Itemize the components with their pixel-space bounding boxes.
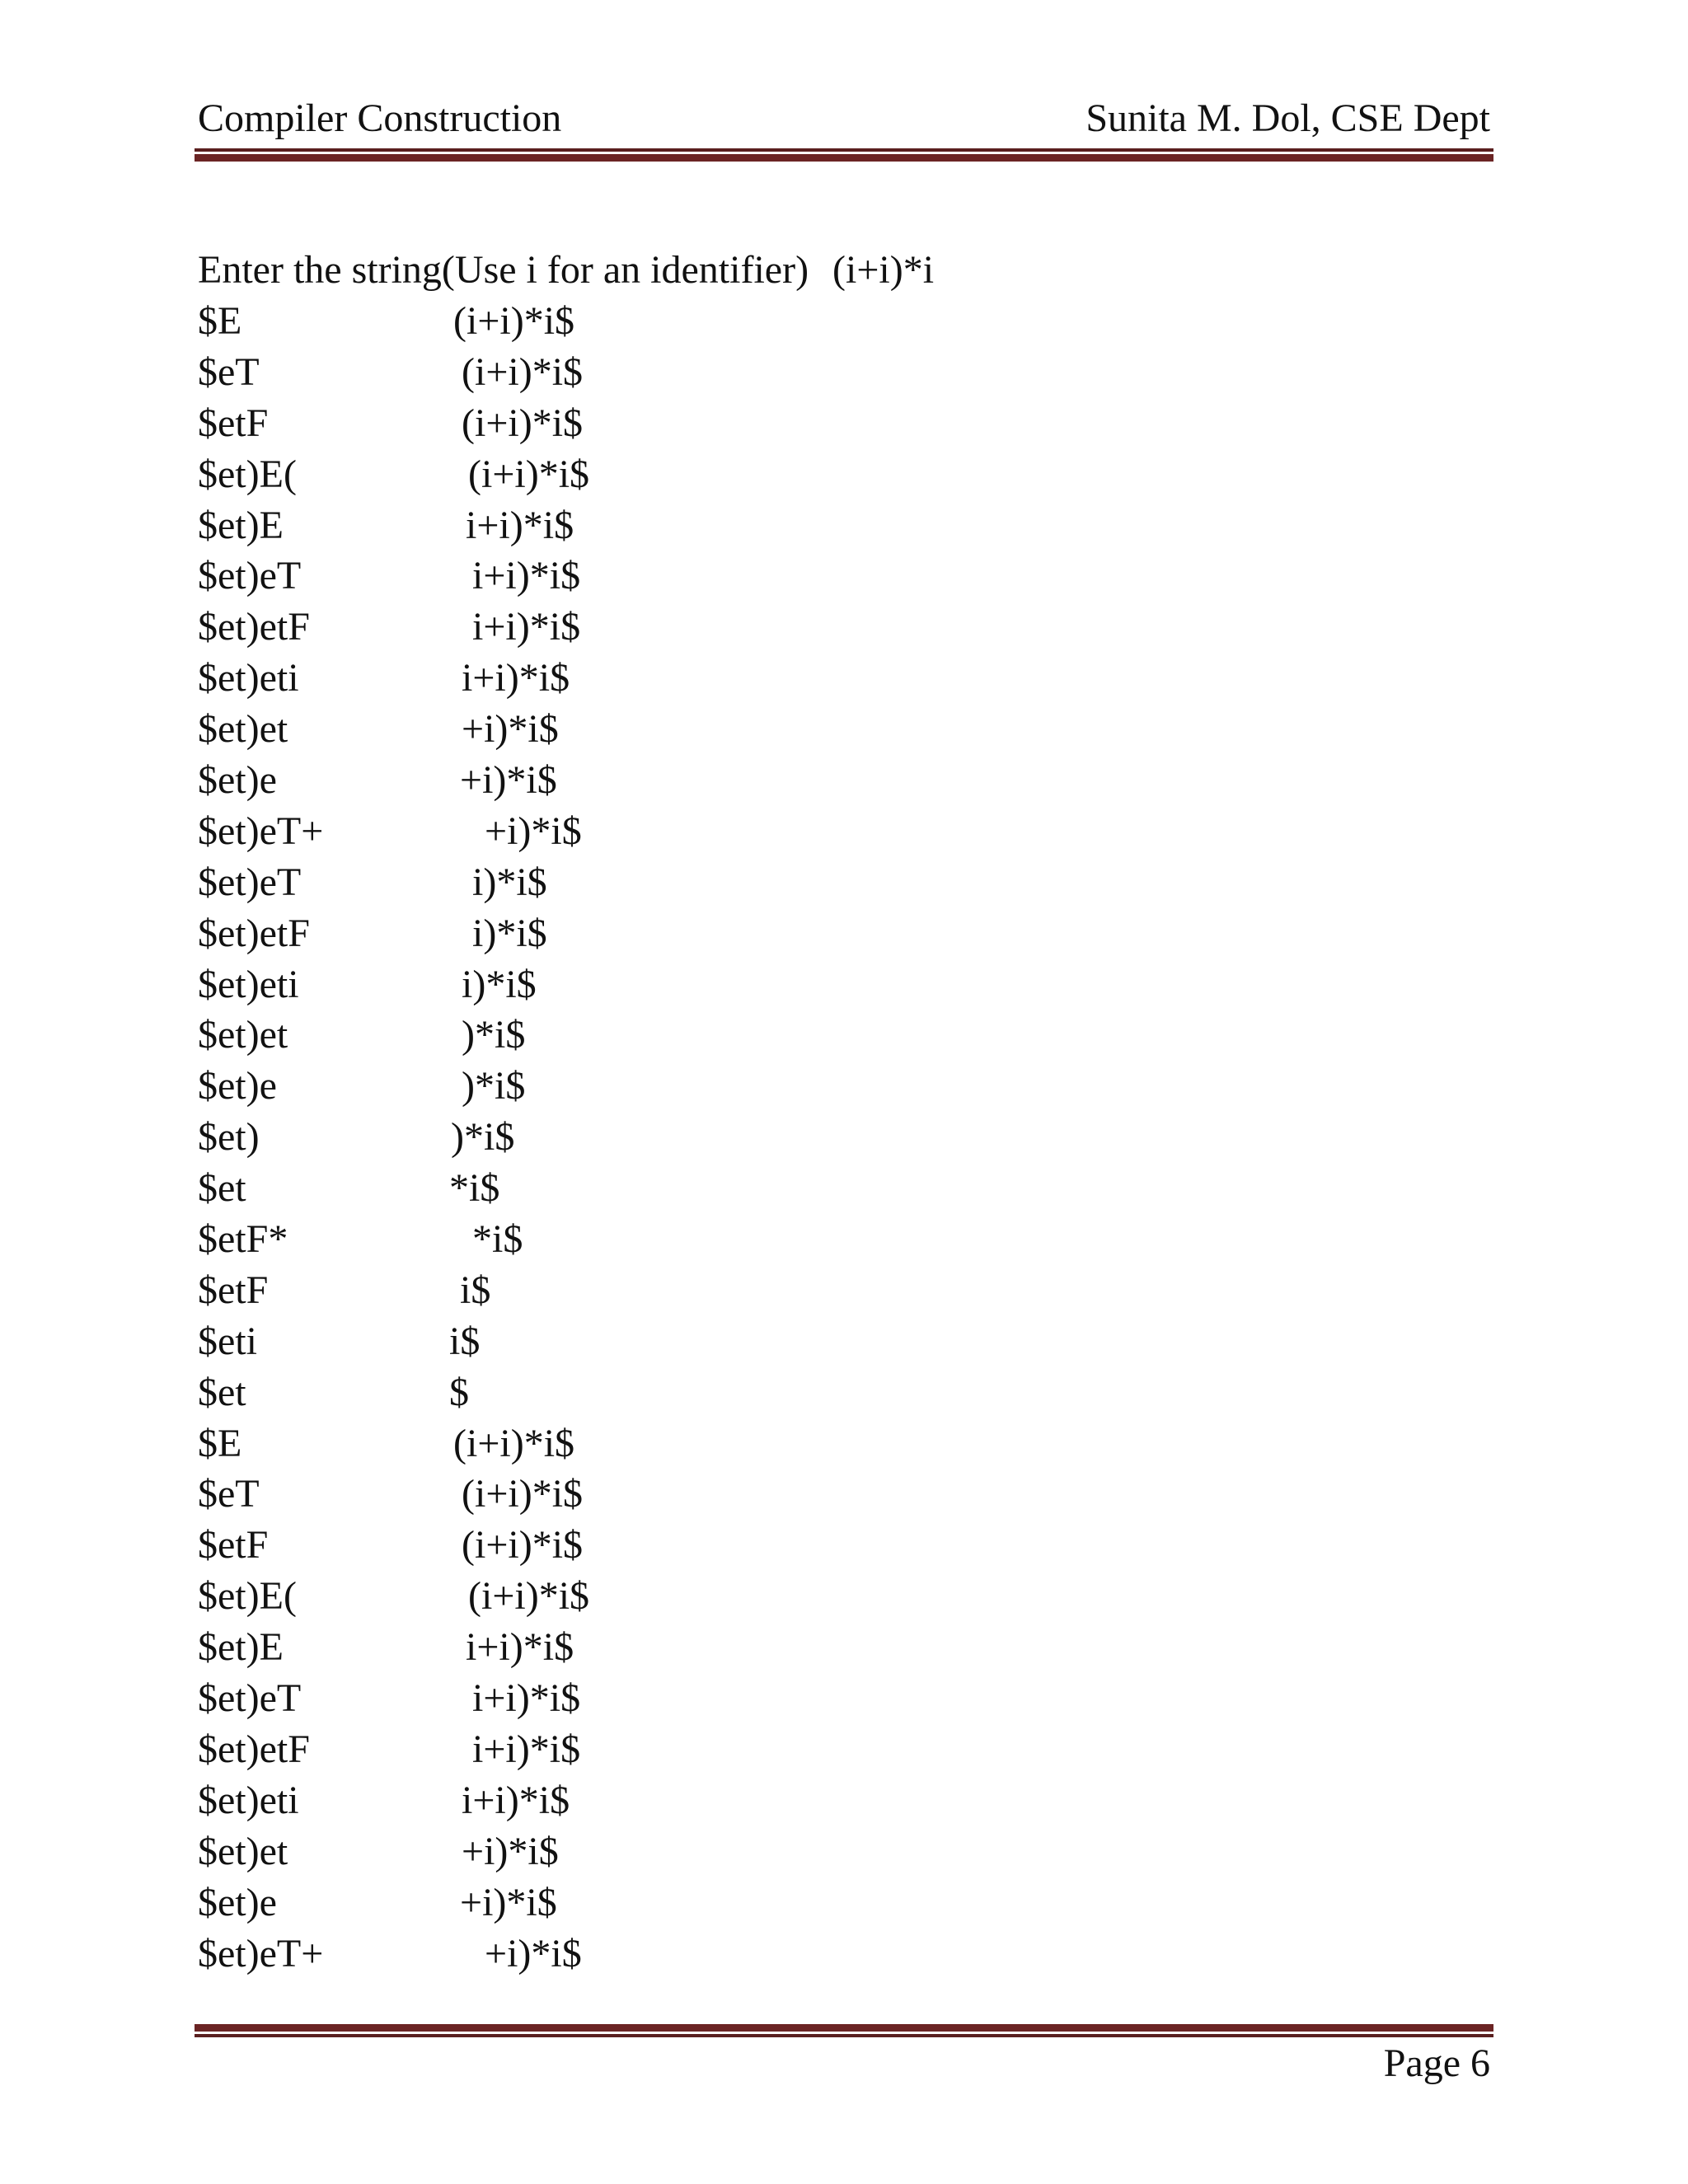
trace-row	[198, 1672, 1187, 1723]
trace-input: +i)*i$	[460, 758, 557, 803]
trace-input: i$	[449, 1319, 481, 1363]
trace-row	[198, 1877, 1187, 1928]
trace-input: i+i)*i$	[462, 1778, 570, 1822]
trace-input: (i+i)*i$	[462, 349, 584, 394]
trace-stack: $et)et	[198, 1829, 288, 1873]
trace-input: (i+i)*i$	[462, 1472, 584, 1516]
trace-stack: $et)e	[198, 758, 277, 803]
trace-row	[198, 1264, 1187, 1315]
trace-input: i)*i$	[462, 962, 537, 1006]
trace-input: (i+i)*i$	[453, 1421, 575, 1465]
trace-stack: $etF	[198, 1523, 269, 1568]
trace-input: i+i)*i$	[472, 605, 581, 649]
trace-stack: $E	[198, 299, 242, 343]
page-number: Page 6	[1383, 2041, 1490, 2085]
trace-stack: $et)E(	[198, 1574, 297, 1619]
trace-stack: $et)eti	[198, 962, 299, 1006]
trace-input: +i)*i$	[462, 1829, 559, 1873]
trace-input: )*i$	[451, 1115, 515, 1160]
trace-input: +i)*i$	[485, 808, 582, 853]
trace-input: (i+i)*i$	[453, 299, 575, 343]
trace-stack: $E	[198, 1421, 242, 1465]
trace-row	[198, 448, 1187, 499]
trace-input: i+i)*i$	[472, 554, 581, 598]
trace-row	[198, 805, 1187, 856]
trace-input: i)*i$	[472, 911, 547, 955]
trace-input: )*i$	[462, 1013, 526, 1057]
trace-stack: $et)eti	[198, 1778, 299, 1822]
trace-input: *i$	[449, 1166, 500, 1211]
trace-row	[198, 1825, 1187, 1877]
trace-row	[198, 499, 1187, 551]
trace-stack: $et	[198, 1166, 246, 1211]
trace-input: i+i)*i$	[466, 1625, 574, 1670]
trace-input: i)*i$	[472, 860, 547, 904]
trace-input: *i$	[472, 1217, 523, 1262]
trace-stack: $et)eT+	[198, 808, 324, 853]
trace-stack: $et)etF	[198, 911, 310, 955]
trace-row	[198, 295, 1187, 346]
trace-stack: $et	[198, 1370, 246, 1414]
trace-row	[198, 1774, 1187, 1825]
trace-input: (i+i)*i$	[462, 401, 584, 445]
trace-input: $	[449, 1370, 469, 1414]
trace-input: i+i)*i$	[462, 656, 570, 701]
trace-input: +i)*i$	[460, 1880, 557, 1924]
trace-stack: $et)et	[198, 1013, 288, 1057]
trace-row	[198, 1519, 1187, 1570]
trace-row	[198, 346, 1187, 397]
trace-row	[198, 1723, 1187, 1774]
trace-stack: $et)	[198, 1115, 260, 1160]
trace-stack: $et)E	[198, 503, 284, 547]
header-course-title: Compiler Construction	[198, 96, 562, 140]
trace-stack: $et)et	[198, 707, 288, 752]
trace-row	[198, 907, 1187, 958]
input-prompt	[198, 244, 935, 297]
trace-row	[198, 1060, 1187, 1111]
trace-row	[198, 1009, 1187, 1060]
trace-stack: $et)etF	[198, 605, 310, 649]
trace-row	[198, 754, 1187, 805]
trace-input: i$	[460, 1268, 491, 1312]
trace-row	[198, 652, 1187, 703]
parse-trace	[198, 295, 1187, 1978]
trace-row	[198, 1213, 1187, 1264]
trace-stack: $et)E	[198, 1625, 284, 1670]
footer-divider	[195, 2024, 1493, 2037]
trace-row	[198, 1468, 1187, 1519]
trace-stack: $eti	[198, 1319, 257, 1363]
trace-row	[198, 1928, 1187, 1979]
trace-row	[198, 550, 1187, 601]
trace-input: )*i$	[462, 1064, 526, 1108]
trace-stack: $eT	[198, 1472, 260, 1516]
trace-row	[198, 1418, 1187, 1469]
trace-stack: $et)eT	[198, 554, 302, 598]
trace-row	[198, 856, 1187, 907]
trace-stack: $etF	[198, 401, 269, 445]
trace-row	[198, 601, 1187, 652]
trace-row	[198, 1621, 1187, 1672]
trace-row	[198, 397, 1187, 448]
trace-stack: $etF	[198, 1268, 269, 1312]
trace-stack: $eT	[198, 349, 260, 394]
trace-stack: $et)eT	[198, 860, 302, 904]
trace-input: +i)*i$	[485, 1931, 582, 1975]
trace-stack: $et)eT	[198, 1676, 302, 1721]
trace-row	[198, 1366, 1187, 1418]
trace-stack: $et)e	[198, 1064, 277, 1108]
header-author: Sunita M. Dol, CSE Dept	[1085, 96, 1490, 140]
trace-stack: $et)eti	[198, 656, 299, 701]
trace-row	[198, 703, 1187, 754]
trace-stack: $etF*	[198, 1217, 288, 1262]
trace-stack: $et)eT+	[198, 1931, 324, 1975]
trace-stack: $et)e	[198, 1880, 277, 1924]
trace-stack: $et)etF	[198, 1727, 310, 1771]
trace-row	[198, 1570, 1187, 1621]
trace-input: (i+i)*i$	[468, 1574, 590, 1619]
trace-input: i+i)*i$	[466, 503, 574, 547]
prompt-value: (i+i)*i	[832, 248, 935, 292]
prompt-label: Enter the string(Use i for an identifier)	[198, 248, 809, 292]
trace-input: i+i)*i$	[472, 1676, 581, 1721]
trace-input: (i+i)*i$	[468, 452, 590, 496]
trace-input: (i+i)*i$	[462, 1523, 584, 1568]
trace-input: +i)*i$	[462, 707, 559, 752]
header-divider	[195, 148, 1493, 162]
trace-row	[198, 1315, 1187, 1366]
trace-row	[198, 1162, 1187, 1213]
trace-row	[198, 958, 1187, 1010]
trace-stack: $et)E(	[198, 452, 297, 496]
trace-row	[198, 1111, 1187, 1162]
trace-input: i+i)*i$	[472, 1727, 581, 1771]
